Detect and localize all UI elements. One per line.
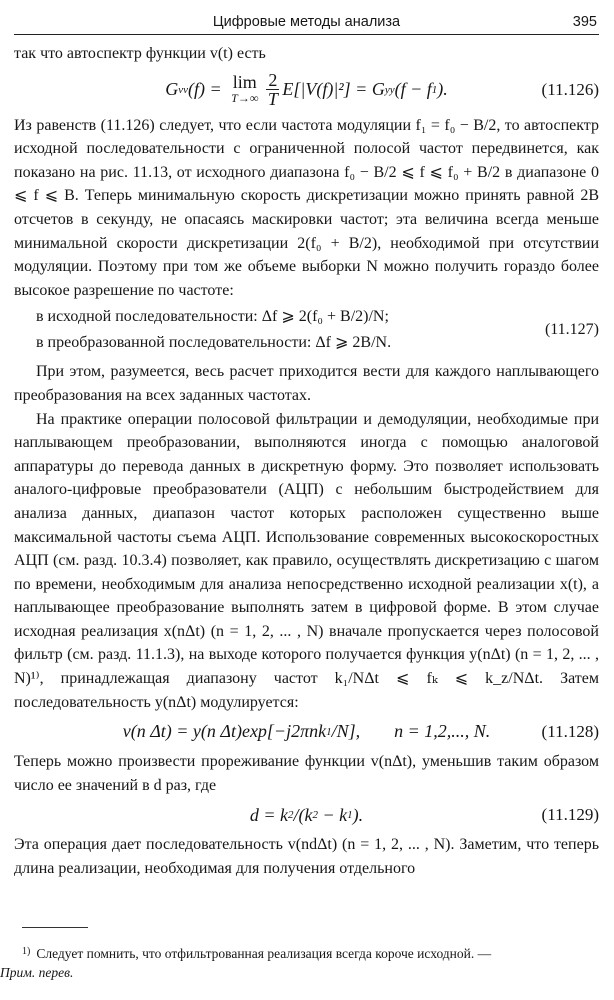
eq128-range: n = 1,2,..., N. (394, 721, 491, 742)
equation-number-11-128: (11.128) (541, 722, 599, 742)
eq126-lim: lim (232, 71, 257, 92)
running-title: Цифровые методы анализа (212, 14, 401, 30)
footnote-divider (22, 927, 88, 928)
eq129-text: d = k (249, 804, 288, 825)
intro-line: так что автоспектр функции v(t) есть (14, 45, 266, 62)
paragraph-5: Эта операция дает последовательность v(ndΔt) (n = 1, 2, ... , N). Заметим, что теперь длина реализации, необходимая для получения отдельного (14, 836, 599, 878)
eq126-lim-sub: T→∞ (231, 90, 259, 105)
footnote-mark: 1) (22, 946, 31, 957)
page-number: 395 (572, 14, 597, 30)
footnote (0, 942, 585, 982)
paragraph-1: Из равенств (11.126) следует, что если частота модуляции f₁ = f₀ − B/2, то автоспектр исходной последовательности с ограниченной полосой частот передвинется, как показано на рис. 11.13, от исходного диапазона f₀ − B/2 ⩽ f ⩽ f₀ + B/2 в диапазоне 0 ⩽ f ⩽ B. Теперь минимальную скорость дискретизации можно принять равной 2B отсчетов в секунду, не опасаясь маскировки частот; эта величина всегда меньше минимальной скорости дискретизации 2(f₀ + B/2), необходимой при отсутствии модуляции. Поэтому при том же объеме выборки N можно получить гораздо более высокое разрешение по частоте: (14, 116, 599, 299)
footnote-text: Следует помнить, что отфильтрованная реализация всегда короче исходной. — (36, 946, 492, 961)
eq127-line-1: в исходной последовательности: Δf ⩾ 2(f₀ + B/2)/N; (36, 308, 389, 326)
eq126-arg: (f) = (188, 78, 227, 99)
eq128-text2: /N], (331, 721, 361, 742)
eq126-lhs: G (165, 78, 179, 99)
equation-number-11-127: (11.127) (544, 321, 599, 339)
eq126-body: E[|V(f)|²] = G (282, 78, 385, 99)
equation-11-126: G vv (f) = lim T→∞ $\frac{2}{T}$ E[|V(f)|²] = G yy (f − f 1 ). (11.126) (165, 70, 599, 110)
paragraph-2: При этом, разумеется, весь расчет приходится вести для каждого наплывающего преобразования на всех заданных частотах. (14, 363, 599, 404)
footnote-attribution: Прим. перев. (0, 965, 74, 980)
equation-number-11-129: (11.129) (541, 805, 599, 825)
running-header (14, 12, 599, 35)
eq126-rhs-end: ). (437, 78, 448, 99)
eq129-text2: /(k (293, 804, 313, 825)
paragraph-3: На практике операции полосовой фильтрации и демодуляции, необходимые при наплывающем преобразовании, выполняются иногда с помощью аналоговой аппаратуры до перевода данных в дискретную форму. Это позволяет использовать аналого-цифровые преобразователи (АЦП) с небольшим быстродействием для анализа данных, диапазон частот которых расположен существенно выше максимальной частоты съема АЦП. Использование современных высокоскоростных АЦП (см. разд. 10.3.4) позволяет, как правило, осуществлять дискретизацию с шагом по времени, необходимым для анализа непосредственно исходной реализации x(t), а наплывающее преобразование выполнять затем в цифровой форме. В этом случае исходная реализация x(nΔt) (n = 1, 2, ... , N) вначале пропускается через полосовой фильтр (см. разд. 11.1.3), на выходе которого получается функция y(nΔt) (n = 1, 2, ... , N)¹⁾, принадлежащая диапазону частот k₁/NΔt ⩽ fₖ ⩽ k_z/NΔt. Затем последовательность y(nΔt) модулируется: (14, 410, 599, 711)
eq126-rhs-arg: (f − f (394, 78, 432, 99)
eq127-line-2: в преобразованной последовательности: Δf ⩾ 2B/N. (36, 334, 392, 352)
eq126-frac-num: 2 (268, 70, 278, 91)
equation-11-128: v(n Δt) = y(n Δt)exp[−j2πnk 1 /N], n = 1,2,..., N. (11.128) (14, 714, 599, 750)
eq129-text4: ). (352, 804, 364, 825)
equation-11-129: d = k 2 /(k 2 − k 1 ). (11.129) (14, 797, 599, 833)
page (14, 12, 599, 881)
eq128-text: v(n Δt) = y(n Δt)exp[−j2πnk (122, 721, 327, 742)
eq126-frac-den: T (267, 89, 278, 110)
equation-number-11-126: (11.126) (541, 79, 599, 99)
paragraph-4: Теперь можно произвести прореживание функции v(nΔt), уменьшив таким образом число ее значений в d раз, где (14, 753, 599, 794)
equation-11-127 (14, 304, 599, 356)
eq129-text3: − k (317, 804, 348, 825)
